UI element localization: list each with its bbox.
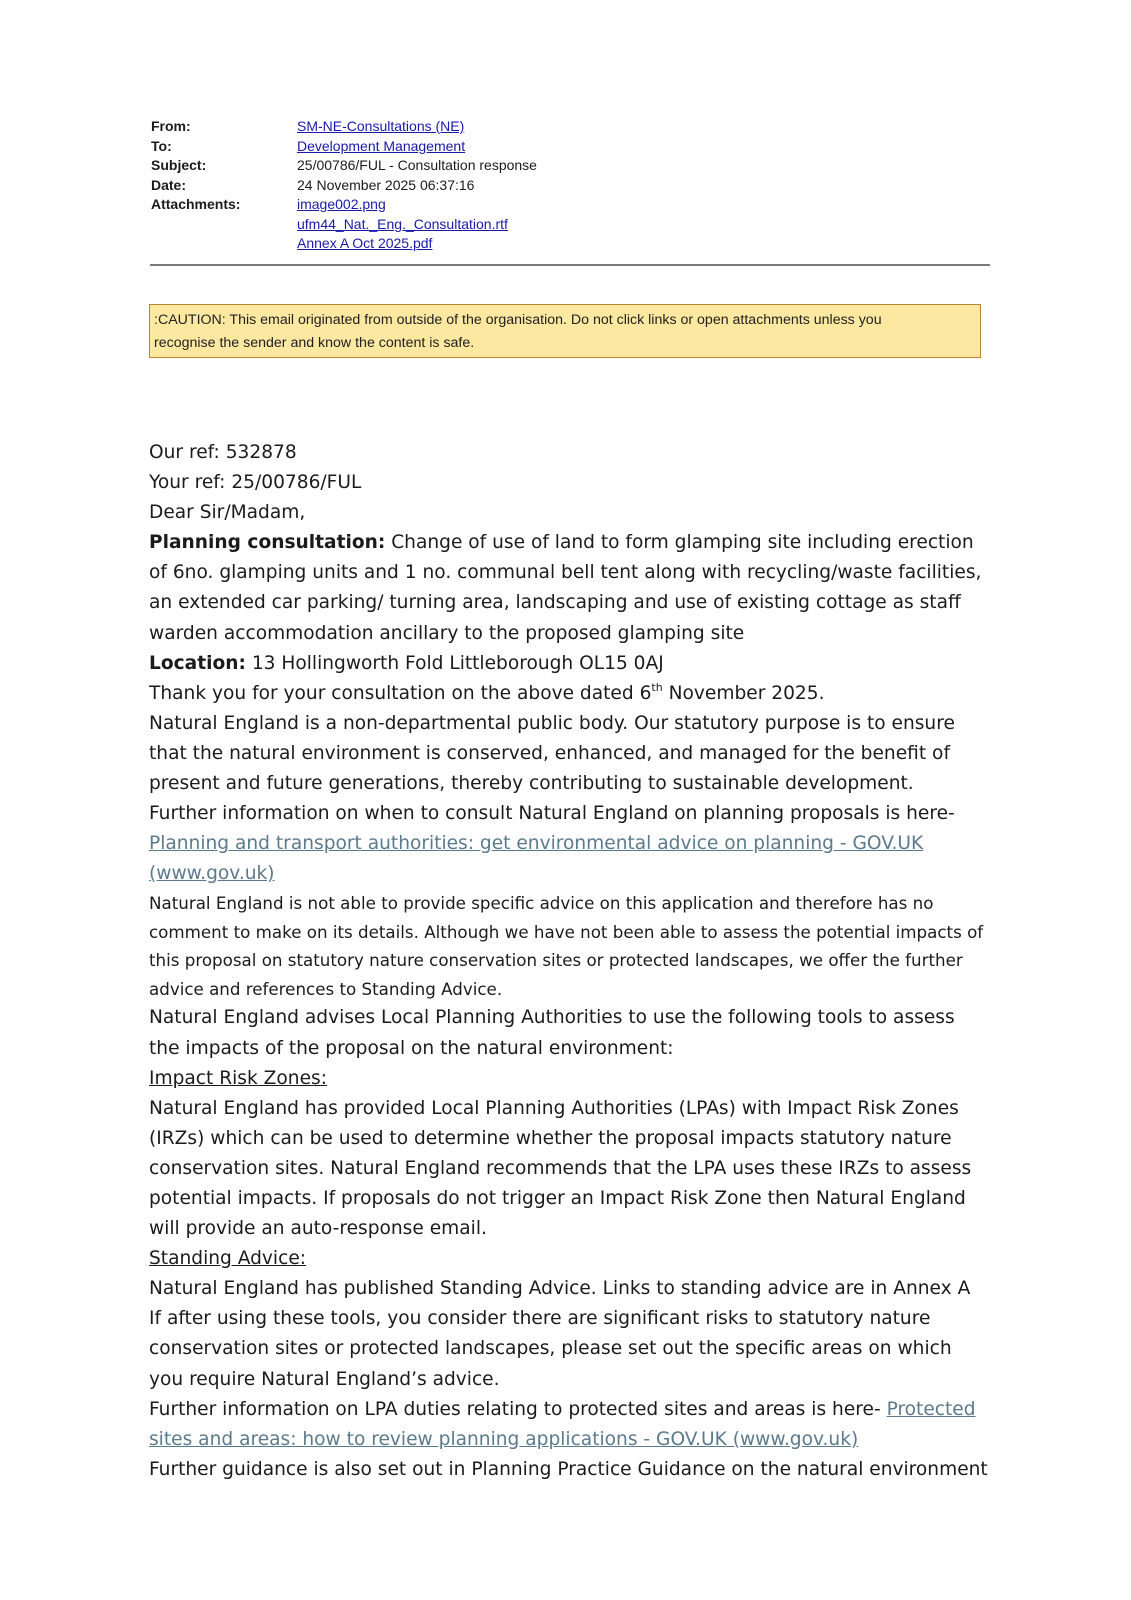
advises-paragraph: Natural England advises Local Planning Authorities to use the following tools to assess the impacts of the proposal on the natural environment:: [149, 1007, 955, 1059]
not-able-paragraph: Natural England is not able to provide specific advice on this application and therefore has no comment to make on its details. Although we have not been able to assess the potential impacts of this proposal on statutory nature conservation sites or protected landscapes, we offer the further advice and references to Standing Advice.: [149, 893, 984, 999]
location-text: 13 Hollingworth Fold Littleborough OL15 0AJ: [245, 652, 664, 674]
standing-advice-heading: Standing Advice:: [149, 1248, 307, 1270]
attachments-row: [151, 195, 991, 254]
from-row: [151, 117, 991, 137]
attachments-label: Attachments:: [151, 196, 241, 212]
date-value: 24 November 2025 06:37:16: [297, 176, 475, 193]
consultation-text: Change of use of land to form glamping site including erection of 6no. glamping units and 1 no. communal bell tent along with recycling/waste facilities, an extended car parking/ turning area, landscaping and use of existing cottage as staff warden accommodation ancillary to the proposed glamping site: [149, 532, 982, 644]
thanks-paragraph: Thank you for your consultation on the above dated 6th November 2025.: [149, 680, 825, 704]
consultation-paragraph: [149, 528, 989, 648]
date-row: [151, 176, 991, 196]
caution-banner: [149, 304, 981, 358]
location-paragraph: [149, 649, 989, 679]
planning-advice-link[interactable]: Planning and transport authorities: get environmental advice on planning - GOV.UK (www.gov.uk): [149, 833, 924, 885]
purpose-paragraph: Natural England is a non-departmental public body. Our statutory purpose is to ensure that the natural environment is conserved, enhanced, and managed for the benefit of present and future generations, thereby contributing to sustainable development.: [149, 712, 955, 795]
from-label: From:: [151, 118, 191, 134]
letter-body: [149, 438, 989, 1485]
irz-heading: Impact Risk Zones:: [149, 1067, 327, 1089]
our-ref: Our ref: 532878: [149, 442, 297, 463]
from-link[interactable]: SM-NE-Consultations (NE): [297, 118, 465, 134]
risks-paragraph: If after using these tools, you consider there are significant risks to statutory nature conservation sites or protected landscapes, please set out the specific areas on which you require Natural England’s advice.: [149, 1308, 952, 1390]
salutation: Dear Sir/Madam,: [149, 502, 306, 524]
subject-label: Subject:: [151, 157, 207, 173]
consultation-label: Planning consultation:: [149, 532, 386, 554]
protected-sites-link[interactable]: Protected sites and areas: how to review planning applications - GOV.UK (www.gov.uk): [149, 1398, 976, 1450]
further-info-paragraph: Further information on when to consult Natural England on planning proposals is here-: [149, 803, 955, 825]
lpa-duties-paragraph: Further information on LPA duties relating to protected sites and areas is here- Protected sites and areas: how to review planning applications - GOV.UK (www.gov.uk): [149, 1398, 976, 1450]
your-ref: Your ref: 25/00786/FUL: [149, 472, 362, 494]
subject-value: 25/00786/FUL - Consultation response: [297, 157, 537, 173]
header-divider: [150, 264, 990, 266]
caution-line-2: recognise the sender and know the content is safe.: [154, 335, 475, 351]
location-label: Location:: [149, 652, 246, 674]
standing-advice-paragraph: Natural England has published Standing Advice. Links to standing advice are in Annex A: [149, 1278, 971, 1300]
email-header: [151, 117, 991, 254]
to-link[interactable]: Development Management: [297, 137, 466, 154]
attachment-link[interactable]: ufm44_Nat._Eng._Consultation.rtf: [297, 215, 508, 232]
subject-row: [151, 156, 991, 176]
date-label: Date:: [151, 176, 187, 193]
to-row: [151, 137, 991, 157]
attachment-link[interactable]: image002.png: [297, 196, 386, 212]
guidance-paragraph: Further guidance is also set out in Planning Practice Guidance on the natural environment: [149, 1458, 988, 1480]
attachment-link[interactable]: Annex A Oct 2025.pdf: [297, 235, 433, 251]
to-label: To:: [151, 137, 172, 154]
ordinal-suffix: th: [651, 680, 663, 694]
irz-paragraph: Natural England has provided Local Planning Authorities (LPAs) with Impact Risk Zones (IRZs) which can be used to determine whether the proposal impacts statutory nature conservation sites. Natural England recommends that the LPA uses these IRZs to assess potential impacts. If proposals do not trigger an Impact Risk Zone then Natural England will provide an auto-response email.: [149, 1097, 972, 1240]
caution-line-1: :CAUTION: This email originated from outside of the organisation. Do not click links or open attachments unless you: [154, 312, 882, 328]
